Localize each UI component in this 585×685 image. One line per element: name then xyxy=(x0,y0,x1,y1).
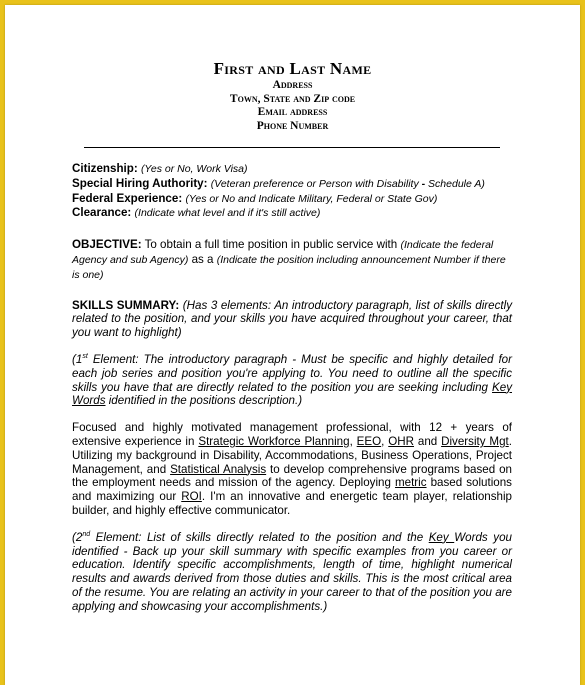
metric-term: metric xyxy=(394,476,427,490)
objective-position-hint: (Indicate the position including announcement Number if there is one) xyxy=(72,253,506,281)
first-element-end: identified in the positions description.) xyxy=(105,394,303,408)
intro-sep-1: , xyxy=(349,434,357,448)
intro-text-e: . I'm an innovative and energetic team player, relationship builder, and highly effective communicator. xyxy=(72,490,512,517)
objective-text-1: To obtain a full time position in public service with xyxy=(144,238,398,252)
strategic-workforce-planning-term: Strategic Workforce Planning xyxy=(198,434,350,448)
phone-line: Phone Number xyxy=(256,119,329,132)
eeo-term: EEO xyxy=(356,434,382,448)
hiring-authority-label: Special Hiring Authority: xyxy=(72,176,208,190)
second-element-sup: nd xyxy=(82,530,91,538)
intro-text-c: to develop comprehensive programs based on the employment needs and mission of the agency. Deploying xyxy=(72,462,512,490)
objective-text-2: as a xyxy=(191,252,214,266)
hiring-authority-dash: - xyxy=(418,177,429,190)
intro-text-d: based solutions and maximizing our xyxy=(72,476,512,504)
resume-header xyxy=(5,59,580,133)
resume-body xyxy=(72,162,512,614)
hiring-authority-schedule: Schedule A) xyxy=(428,177,485,190)
first-element-paragraph xyxy=(72,353,512,408)
federal-experience-label: Federal Experience: xyxy=(72,191,183,205)
federal-experience-value: (Yes or No and Indicate Military, Federal or State Gov) xyxy=(185,192,438,205)
first-element-text: Element: The introductory paragraph - Must be specific and highly detailed for each job series and position you're applying to. You need to outline all the specific skills you have that are directly related to the position you are seeking including xyxy=(72,352,512,394)
first-element-open: (1 xyxy=(72,352,83,366)
diversity-mgt-term: Diversity Mgt xyxy=(441,434,509,448)
email-line: Email address xyxy=(257,106,328,118)
objective-agency-hint: (Indicate the federal Agency and sub Agency) xyxy=(72,239,494,266)
clearance-row xyxy=(72,206,512,221)
skills-summary-description: (Has 3 elements: An introductory paragraph, list of skills directly related to the position, and your skills you have acquired throughout your career, that you want to highlight) xyxy=(72,298,512,340)
second-element-open: (2 xyxy=(72,530,83,544)
objective-label: OBJECTIVE: xyxy=(72,238,142,252)
citizenship-value: (Yes or No, Work Visa) xyxy=(140,163,248,175)
citizenship-label: Citizenship: xyxy=(72,162,138,175)
statistical-analysis-term: Statistical Analysis xyxy=(170,462,267,476)
objective-paragraph xyxy=(72,238,512,282)
key-words-link-1: Key Words xyxy=(72,380,512,408)
clearance-value: (Indicate what level and if it's still active) xyxy=(134,207,321,220)
skills-summary-label: SKILLS SUMMARY: xyxy=(72,298,180,312)
second-element-paragraph xyxy=(72,531,512,614)
key-words-link-2: Key xyxy=(428,530,455,544)
first-element-sup: st xyxy=(82,353,88,361)
intro-sep-2: , xyxy=(381,434,389,448)
second-element-end: Words you identified - Back up your skill summary with specific examples from you career or education. Identify specific accomplishments, length of time, highlight numerical results and awards derived from those duties and skills. This is the most critical area of the resume. You are relating an activity in your career to that of the position you are applying and showcasing your accomplishments.) xyxy=(72,530,512,613)
hiring-authority-row xyxy=(72,177,512,192)
intro-text-b: . Utilizing my background in Disability, Accommodations, Business Operations, Project Management, and xyxy=(72,434,512,476)
hiring-authority-value: (Veteran preference or Person with Disability xyxy=(210,177,419,190)
roi-term: ROI xyxy=(181,490,202,504)
federal-experience-row xyxy=(72,192,512,207)
ohr-term: OHR xyxy=(388,434,415,448)
intro-text-a: Focused and highly motivated management professional, with 12 + years of extensive experience in xyxy=(72,421,512,448)
town-state-zip-line: Town, State and Zip code xyxy=(229,92,356,105)
resume-page xyxy=(5,5,580,685)
second-element-text: Element: List of skills directly related to the position and the xyxy=(90,530,429,544)
intro-paragraph xyxy=(72,421,512,518)
skills-summary-intro xyxy=(72,299,512,340)
applicant-name: First and Last Name xyxy=(213,59,372,78)
address-line: Address xyxy=(272,79,313,91)
intro-sep-3: and xyxy=(414,434,442,448)
citizenship-row xyxy=(72,162,512,177)
header-divider xyxy=(84,147,500,148)
clearance-label: Clearance: xyxy=(72,206,132,220)
